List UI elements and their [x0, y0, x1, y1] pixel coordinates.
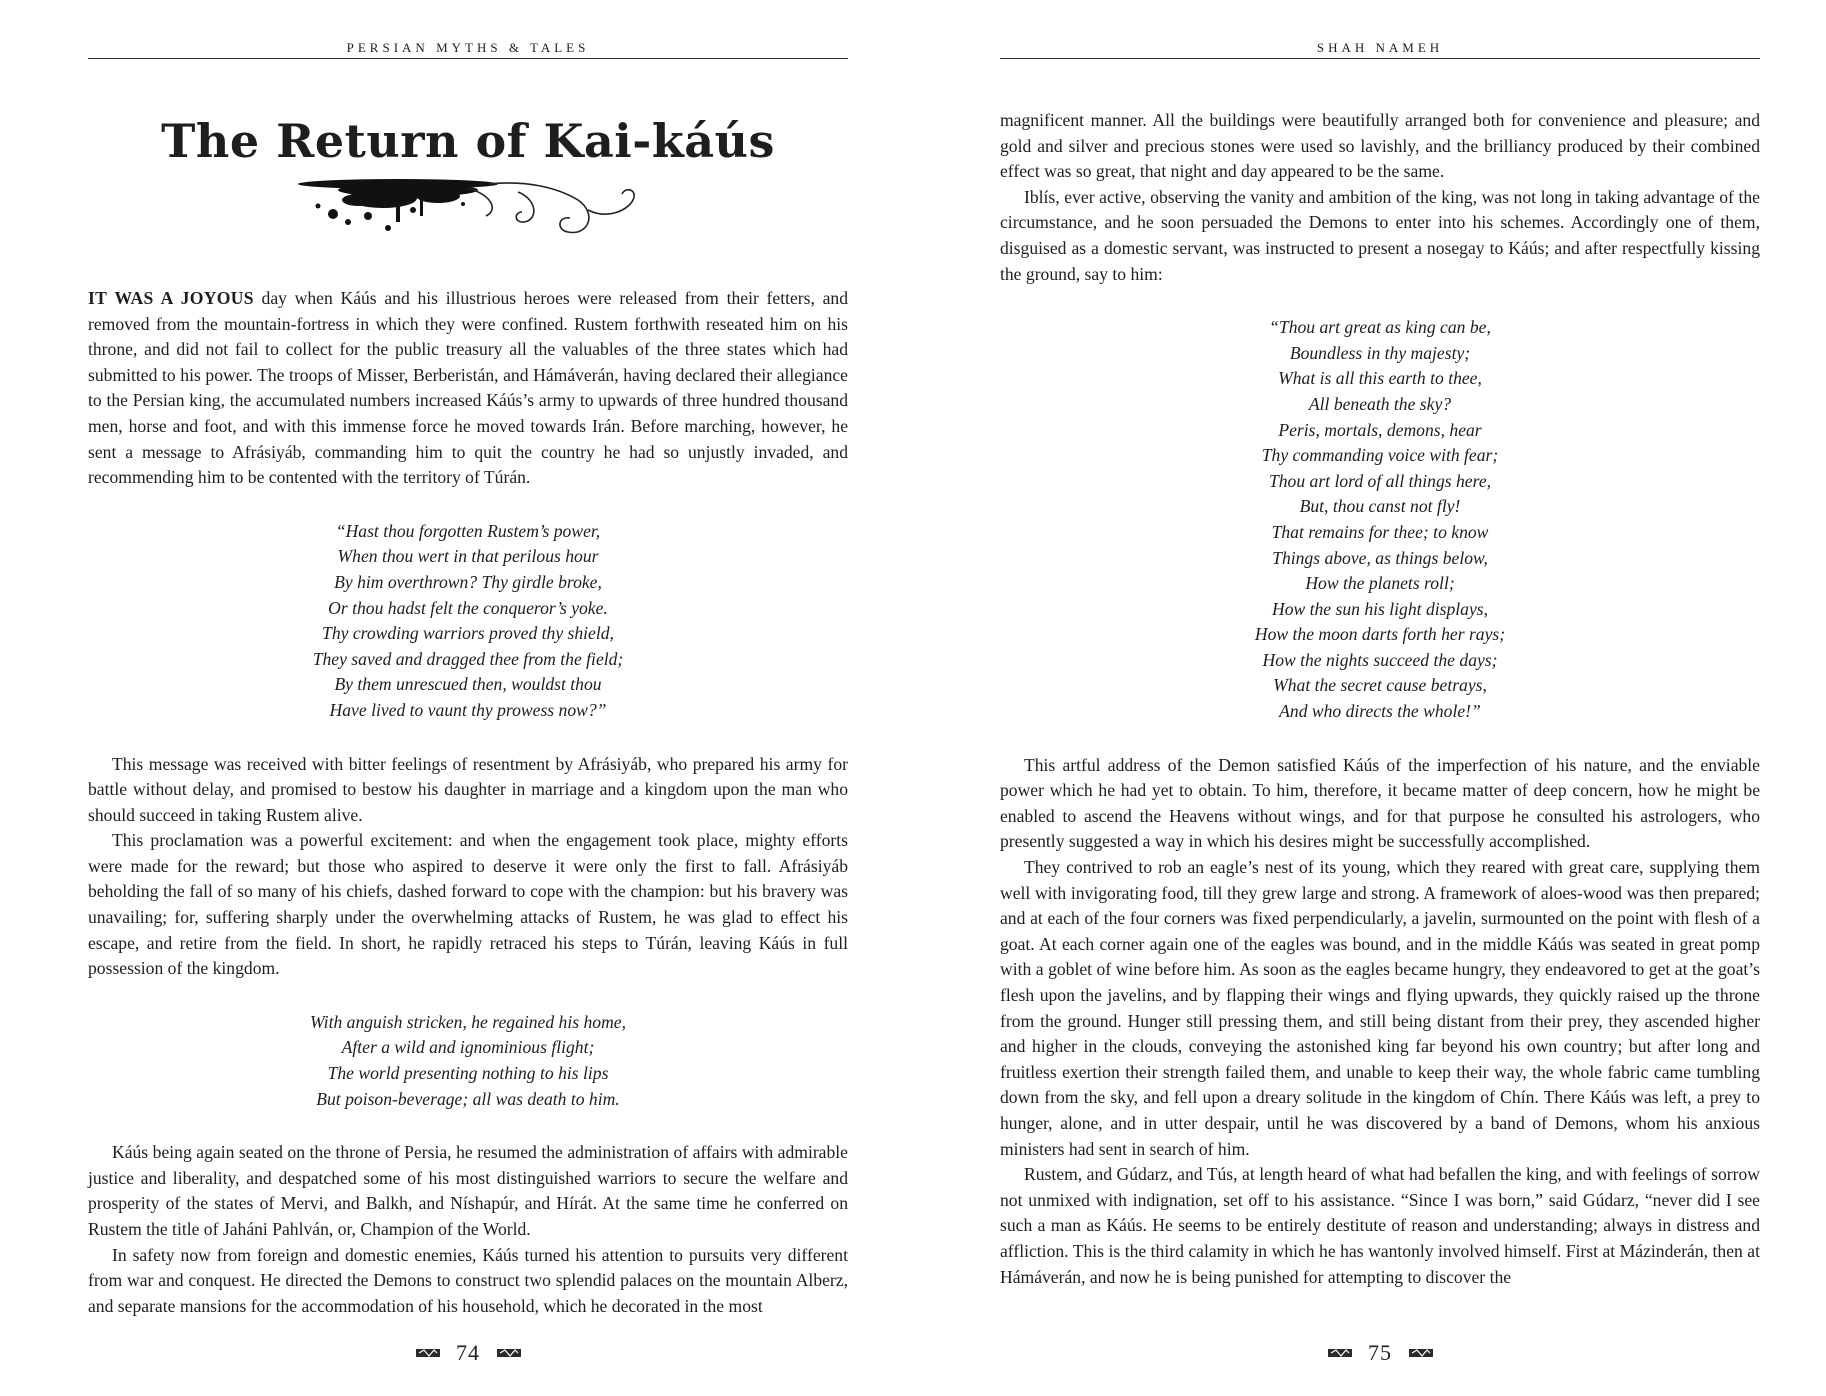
- folio-number: 74: [456, 1339, 480, 1365]
- verse-line: Thy crowding warriors proved thy shield,: [322, 623, 614, 644]
- folio-ornament-icon: [416, 1348, 440, 1358]
- folio-number: 75: [1368, 1339, 1392, 1365]
- verse-line: “Hast thou forgotten Rustem’s power,: [335, 520, 601, 541]
- lead-in: IT WAS A JOYOUS: [88, 288, 254, 308]
- verse-line: How the nights succeed the days;: [1262, 649, 1498, 670]
- verse-line: That remains for thee; to know: [1271, 521, 1489, 542]
- verse-line: The world presenting nothing to his lips: [327, 1063, 609, 1084]
- verse-block: [88, 1010, 848, 1112]
- paragraph: They contrived to rob an eagle’s nest of its young, which they reared with great care, supplying them well with invigorating food, till they grew large and strong. A framework of aloes-wood was then prepared; and at each of the four corners was fixed perpendicularly, a javelin, surmounted on the point with flesh of a goat. At each corner again one of the eagles was bound, and in the middle Káús was seated in great pomp with a goblet of wine before him. As soon as the eagles became hungry, they endeavored to get at the goat’s flesh upon the javelins, and by flapping their wings and flying upwards, they quickly raised up the throne from the ground. Hunger still pressing them, and still being distant from their prey, they ascended higher and higher in the clouds, conveying the astonished king far beyond his own country; but after long and fruitless exertion their strength failed them, and unable to keep their way, the whole fabric came tumbling down from the sky, and fell upon a dreary solitude in the kingdom of Chín. There Káús was left, a prey to hunger, alone, and in utter despair, until he was discovered by a band of Demons, whom his anxious ministers had sent in search of him.: [1000, 857, 1760, 1159]
- left-page: [88, 0, 848, 1396]
- folio-ornament-icon: [1409, 1348, 1433, 1358]
- verse-line: But, thou canst not fly!: [1299, 496, 1461, 517]
- verse-line: With anguish stricken, he regained his home,: [310, 1011, 626, 1032]
- paragraph-text: day when Káús and his illustrious heroes were released from their fetters, and removed from the mountain-fortress in which they were confined. Rustem forthwith reseated him on his throne, and did not fail to collect for the public treasury all the valuables of the three states which had submitted to his power. The troops of Misser, Berberistán, and Hámáverán, having declared their allegiance to the Persian king, the accumulated numbers increased Káús’s army to upwards of three hundred thousand men, horse and foot, and with this immense force he moved towards Irán. Before marching, however, he sent a message to Afrásiyáb, commanding him to quit the country he had so unjustly invaded, and recommending him to be contented with the territory of Túrán.: [88, 288, 848, 488]
- verse-block: [88, 519, 848, 724]
- folio-ornament-icon: [1328, 1348, 1352, 1358]
- paragraph: Káús being again seated on the throne of Persia, he resumed the administration of affairs with admirable justice and liberality, and despatched some of his most distinguished warriors to secure the welfare and prosperity of the states of Mervi, and Balkh, and Níshapúr, and Hírát. At the same time he conferred on Rustem the title of Jaháni Pahlván, or, Champion of the World.: [88, 1142, 848, 1239]
- verse-line: They saved and dragged thee from the field;: [312, 648, 624, 669]
- verse-line: “Thou art great as king can be,: [1269, 317, 1491, 338]
- verse-line: But poison-beverage; all was death to him.: [316, 1088, 620, 1109]
- chapter-title: The Return of Kai-káús: [161, 114, 775, 168]
- verse-line: What the secret cause betrays,: [1273, 675, 1487, 696]
- running-head: SHAH NAMEH: [1316, 40, 1444, 55]
- page-number: [1000, 1338, 1760, 1366]
- verse-line: After a wild and ignominious flight;: [341, 1037, 595, 1058]
- verse-line: And who directs the whole!”: [1279, 701, 1481, 722]
- header-rule: [88, 58, 848, 59]
- paragraph: This artful address of the Demon satisfied Káús of the imperfection of his nature, and the enviable power which he had yet to obtain. To him, therefore, it became matter of deep concern, how he might be enabled to ascend the Heavens without wings, and for that purpose he consulted his astrologers, who presently suggested a way in which his desires might be successfully accomplished.: [1000, 754, 1760, 852]
- verse-line: Things above, as things below,: [1272, 547, 1488, 568]
- paragraph: This message was received with bitter feelings of resentment by Afrásiyáb, who prepared his army for battle without delay, and promised to bestow his daughter in marriage and a kingdom upon the man who should succeed in taking Rustem alive.: [88, 753, 848, 825]
- paragraph: Iblís, ever active, observing the vanity and ambition of the king, was not long in taking advantage of the circumstance, and he soon persuaded the Demons to enter into his schemes. Accordingly one of them, disguised as a domestic servant, was instructed to present a nosegay to Káús; and after respectfully kissing the ground, say to him:: [1000, 186, 1760, 284]
- page-number: [88, 1338, 848, 1366]
- verse-line: By them unrescued then, wouldst thou: [334, 674, 602, 695]
- verse-line: Boundless in thy majesty;: [1289, 342, 1471, 363]
- verse-line: How the planets roll;: [1305, 573, 1455, 594]
- running-head: PERSIAN MYTHS & TALES: [346, 40, 590, 55]
- verse-line: Thy commanding voice with fear;: [1261, 445, 1499, 466]
- opening-paragraph: [88, 286, 848, 491]
- paragraph: This proclamation was a powerful excitement: and when the engagement took place, mighty efforts were made for the reward; but those who aspired to deserve it were only the first to fall. Afrásiyáb beholding the fall of so many of his chiefs, dashed forward to cope with the champion: but his bravery was unavailing; for, suffering sharply under the overwhelming attacks of Rustem, he was glad to effect his escape, and retire from the field. In short, he rapidly retraced his steps to Túrán, leaving Káús in full possession of the kingdom.: [88, 830, 848, 979]
- paragraph: Rustem, and Gúdarz, and Tús, at length heard of what had befallen the king, and with feelings of sorrow not unmixed with indignation, set off to his assistance. “Since I was born,” said Gúdarz, “never did I see such a man as Káús. He seems to be entirely destitute of reason and understanding; always in distress and affliction. This is the third calamity in which he has wantonly involved himself. First at Mázinderán, then at Hámáverán, and now he is being punished for attempting to discover the: [1000, 1164, 1760, 1287]
- verse-line: Have lived to vaunt thy prowess now?”: [329, 699, 607, 720]
- verse-line: Peris, mortals, demons, hear: [1278, 419, 1482, 440]
- verse-line: When thou wert in that perilous hour: [337, 546, 599, 567]
- verse-line: How the moon darts forth her rays;: [1254, 624, 1506, 645]
- folio-ornament-icon: [497, 1348, 521, 1358]
- ink-splash-flourish-icon: [288, 170, 648, 250]
- right-page: [1000, 0, 1760, 1396]
- paragraph: In safety now from foreign and domestic enemies, Káús turned his attention to pursuits very different from war and conquest. He directed the Demons to construct two splendid palaces on the mountain Alberz, and separate mansions for the accommodation of his household, which he decorated in the most: [88, 1244, 848, 1316]
- left-body: [88, 286, 848, 1319]
- verse-block: [1000, 315, 1760, 725]
- verse-line: What is all this earth to thee,: [1278, 368, 1482, 389]
- verse-line: Or thou hadst felt the conqueror’s yoke.: [328, 597, 608, 618]
- verse-line: By him overthrown? Thy girdle broke,: [334, 571, 602, 592]
- header-rule: [1000, 58, 1760, 59]
- paragraph: magnificent manner. All the buildings were beautifully arranged both for convenience and pleasure; and gold and silver and precious stones were used so lavishly, and the brilliancy produced by their combined effect was so great, that night and day appeared to be the same.: [1000, 110, 1760, 182]
- verse-line: Thou art lord of all things here,: [1268, 470, 1492, 491]
- verse-line: How the sun his light displays,: [1271, 598, 1489, 619]
- right-body: [1000, 108, 1760, 1290]
- verse-line: All beneath the sky?: [1308, 393, 1452, 414]
